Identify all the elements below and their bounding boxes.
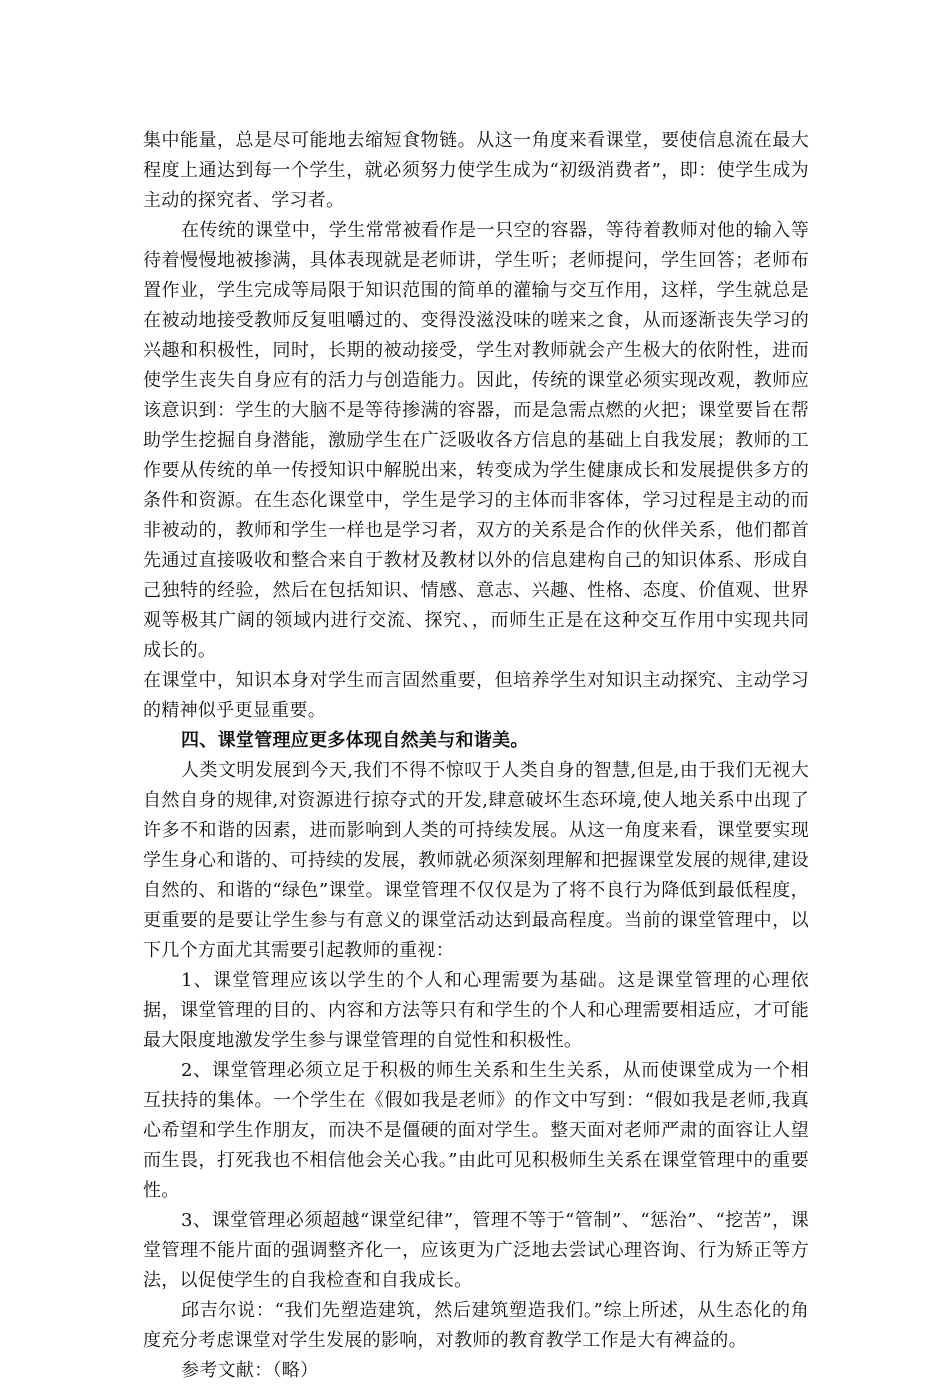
paragraph-churchill-quote: 邱吉尔说：“我们先塑造建筑，然后建筑塑造我们。”综上所述，从生态化的角度充分考虑课堂对学生发展的影响，对教师的教育教学工作是大有裨益的。 [143,1300,809,1351]
paragraph-traditional-classroom: 在传统的课堂中，学生常常被看作是一只空的容器，等待着教师对他的输入等待着慢慢地被掺满，具体表现就是老师讲，学生听；老师提问，学生回答；老师布置作业，学生完成等局限于知识范围的简单的灌输与交互作用，这样，学生就总是在被动地接受教师反复咀嚼过的、变得没滋没味的嗟来之食，从而逐渐丧失学习的兴趣和积极性，同时，长期的被动接受，学生对教师就会产生极大的依附性，进而使学生丧失自身应有的活力与创造能力。因此，传统的课堂必须实现改观，教师应该意识到：学生的大脑不是等待掺满的容器，而是急需点燃的火把；课堂要旨在帮助学生挖掘自身潜能，激励学生在广泛吸收各方信息的基础上自我发展；教师的工作要从传统的单一传授知识中解脱出来，转变成为学生健康成长和发展提供多方的条件和资源。在生态化课堂中，学生是学习的主体而非客体，学习过程是主动的而非被动的，教师和学生一样也是学习者，双方的关系是合作的伙伴关系，他们都首先通过直接吸收和整合来自于教材及教材以外的信息建构自己的知识体系、形成自己独特的经验，然后在包括知识、情感、意志、兴趣、性格、态度、价值观、世界观等极其广阔的领域内进行交流、探究、，而师生正是在这种交互作用中实现共同成长的。 [143,220,809,661]
section-heading-4: 四、课堂管理应更多体现自然美与和谐美。 [181,730,529,751]
list-item-2: 2、课堂管理必须立足于积极的师生关系和生生关系，从而使课堂成为一个相互扶持的集体。一个学生在《假如我是老师》的作文中写到：“假如我是老师,我真心希望和学生作朋友，而决不是僵硬的面对学生。整天面对老师严肃的面容让人望而生畏，打死我也不相信他会关心我。”由此可见积极师生关系在课堂管理中的重要性。 [143,1060,809,1201]
paragraph-knowledge-importance: 在课堂中，知识本身对学生而言固然重要，但培养学生对知识主动探究、主动学习的精神似乎更显重要。 [143,670,809,721]
references-line: 参考文献：（略） [181,1360,319,1381]
list-item-1: 1、课堂管理应该以学生的个人和心理需要为基础。这是课堂管理的心理依据，课堂管理的目的、内容和方法等只有和学生的个人和心理需要相适应，才可能最大限度地激发学生参与课堂管理的自觉性和积极性。 [143,970,809,1051]
paragraph-food-chain-conclusion: 集中能量，总是尽可能地去缩短食物链。从这一角度来看课堂，要使信息流在最大程度上通达到每一个学生，就必须努力使学生成为“初级消费者”，即：使学生成为主动的探究者、学习者。 [143,130,809,211]
list-item-3: 3、课堂管理必须超越“课堂纪律”，管理不等于“管制”、“惩治”、“挖苦”，课堂管理不能片面的强调整齐化一，应该更为广泛地去尝试心理咨询、行为矫正等方法，以促使学生的自我检查和自我成长。 [143,1210,809,1291]
paragraph-human-civilization: 人类文明发展到今天,我们不得不惊叹于人类自身的智慧,但是,由于我们无视大自然自身的规律,对资源进行掠夺式的开发,肆意破坏生态环境,使人地关系中出现了许多不和谐的因素，进而影响到人类的可持续发展。从这一角度来看，课堂要实现学生身心和谐的、可持续的发展，教师就必须深刻理解和把握课堂发展的规律,建设自然的、和谐的“绿色”课堂。课堂管理不仅仅是为了将不良行为降低到最低程度，更重要的是要让学生参与有意义的课堂活动达到最高程度。当前的课堂管理中，以下几个方面尤其需要引起教师的重视： [143,760,809,961]
document-body [143,126,809,1386]
